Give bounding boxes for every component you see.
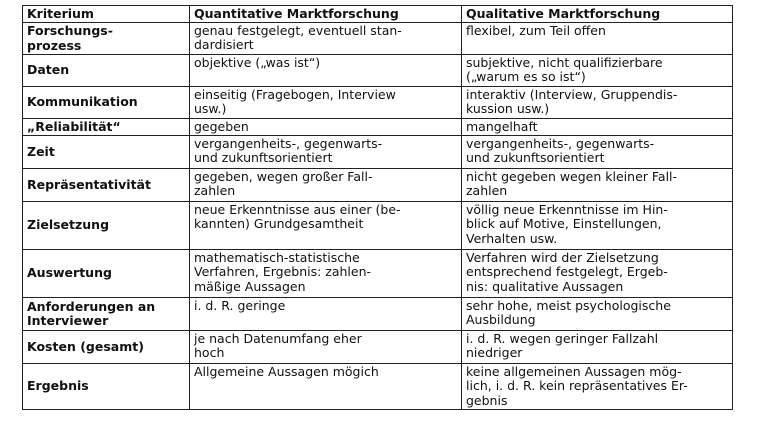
table-row (23, 363, 733, 409)
qualitative-cell: keine allgemeinen Aussagen mög- lich, i. d. R. kein repräsentatives Er- gebnis (462, 363, 733, 409)
quantitative-cell: genau festgelegt, eventuell stan- dardisiert (190, 22, 462, 54)
qualitative-cell: interaktiv (Interview, Gruppendis- kussion usw.) (462, 86, 733, 118)
header-kriterium: Kriterium (23, 6, 190, 23)
table-row (23, 118, 733, 135)
qualitative-cell: nicht gegeben wegen kleiner Fall- zahlen (462, 168, 733, 201)
header-row (23, 6, 733, 23)
header-quantitativ: Quantitative Marktforschung (190, 6, 462, 23)
criterion-cell: Kosten (gesamt) (23, 330, 190, 363)
quantitative-cell: je nach Datenumfang eher hoch (190, 330, 462, 363)
table-row (23, 330, 733, 363)
quantitative-cell: objektive („was ist“) (190, 54, 462, 86)
table-row (23, 249, 733, 297)
table-row (23, 201, 733, 249)
qualitative-cell: subjektive, nicht qualifizierbare („warum es so ist“) (462, 54, 733, 86)
table-row (23, 22, 733, 54)
criterion-cell: Repräsentativität (23, 168, 190, 201)
quantitative-cell: neue Erkenntnisse aus einer (be- kannten) Grundgesamtheit (190, 201, 462, 249)
header-qualitativ: Qualitative Marktforschung (462, 6, 733, 23)
criterion-cell: Daten (23, 54, 190, 86)
criterion-cell: „Reliabilität“ (23, 118, 190, 135)
quantitative-cell: gegeben (190, 118, 462, 135)
qualitative-cell: vergangenheits-, gegenwarts- und zukunftsorientiert (462, 135, 733, 168)
quantitative-cell: gegeben, wegen großer Fall- zahlen (190, 168, 462, 201)
criterion-cell: Zielsetzung (23, 201, 190, 249)
quantitative-cell: Allgemeine Aussagen mögich (190, 363, 462, 409)
criterion-cell: Ergebnis (23, 363, 190, 409)
quantitative-cell: mathematisch-statistische Verfahren, Ergebnis: zahlen- mäßige Aussagen (190, 249, 462, 297)
criterion-cell: Auswertung (23, 249, 190, 297)
criterion-cell: Zeit (23, 135, 190, 168)
criterion-cell: Forschungs- prozess (23, 22, 190, 54)
qualitative-cell: Verfahren wird der Zielsetzung entsprechend festgelegt, Ergeb- nis: qualitative Aussagen (462, 249, 733, 297)
qualitative-cell: mangelhaft (462, 118, 733, 135)
table-row (23, 86, 733, 118)
table-row (23, 297, 733, 330)
qualitative-cell: völlig neue Erkenntnisse im Hin- blick auf Motive, Einstellungen, Verhalten usw. (462, 201, 733, 249)
quantitative-cell: i. d. R. geringe (190, 297, 462, 330)
qualitative-cell: flexibel, zum Teil offen (462, 22, 733, 54)
quantitative-cell: vergangenheits-, gegenwarts- und zukunftsorientiert (190, 135, 462, 168)
qualitative-cell: sehr hohe, meist psychologische Ausbildung (462, 297, 733, 330)
table-row (23, 135, 733, 168)
criterion-cell: Kommunikation (23, 86, 190, 118)
criterion-cell: Anforderungen an Interviewer (23, 297, 190, 330)
qualitative-cell: i. d. R. wegen geringer Fallzahl niedriger (462, 330, 733, 363)
table-row (23, 168, 733, 201)
quantitative-cell: einseitig (Fragebogen, Interview usw.) (190, 86, 462, 118)
comparison-table (22, 5, 733, 410)
table-row (23, 54, 733, 86)
